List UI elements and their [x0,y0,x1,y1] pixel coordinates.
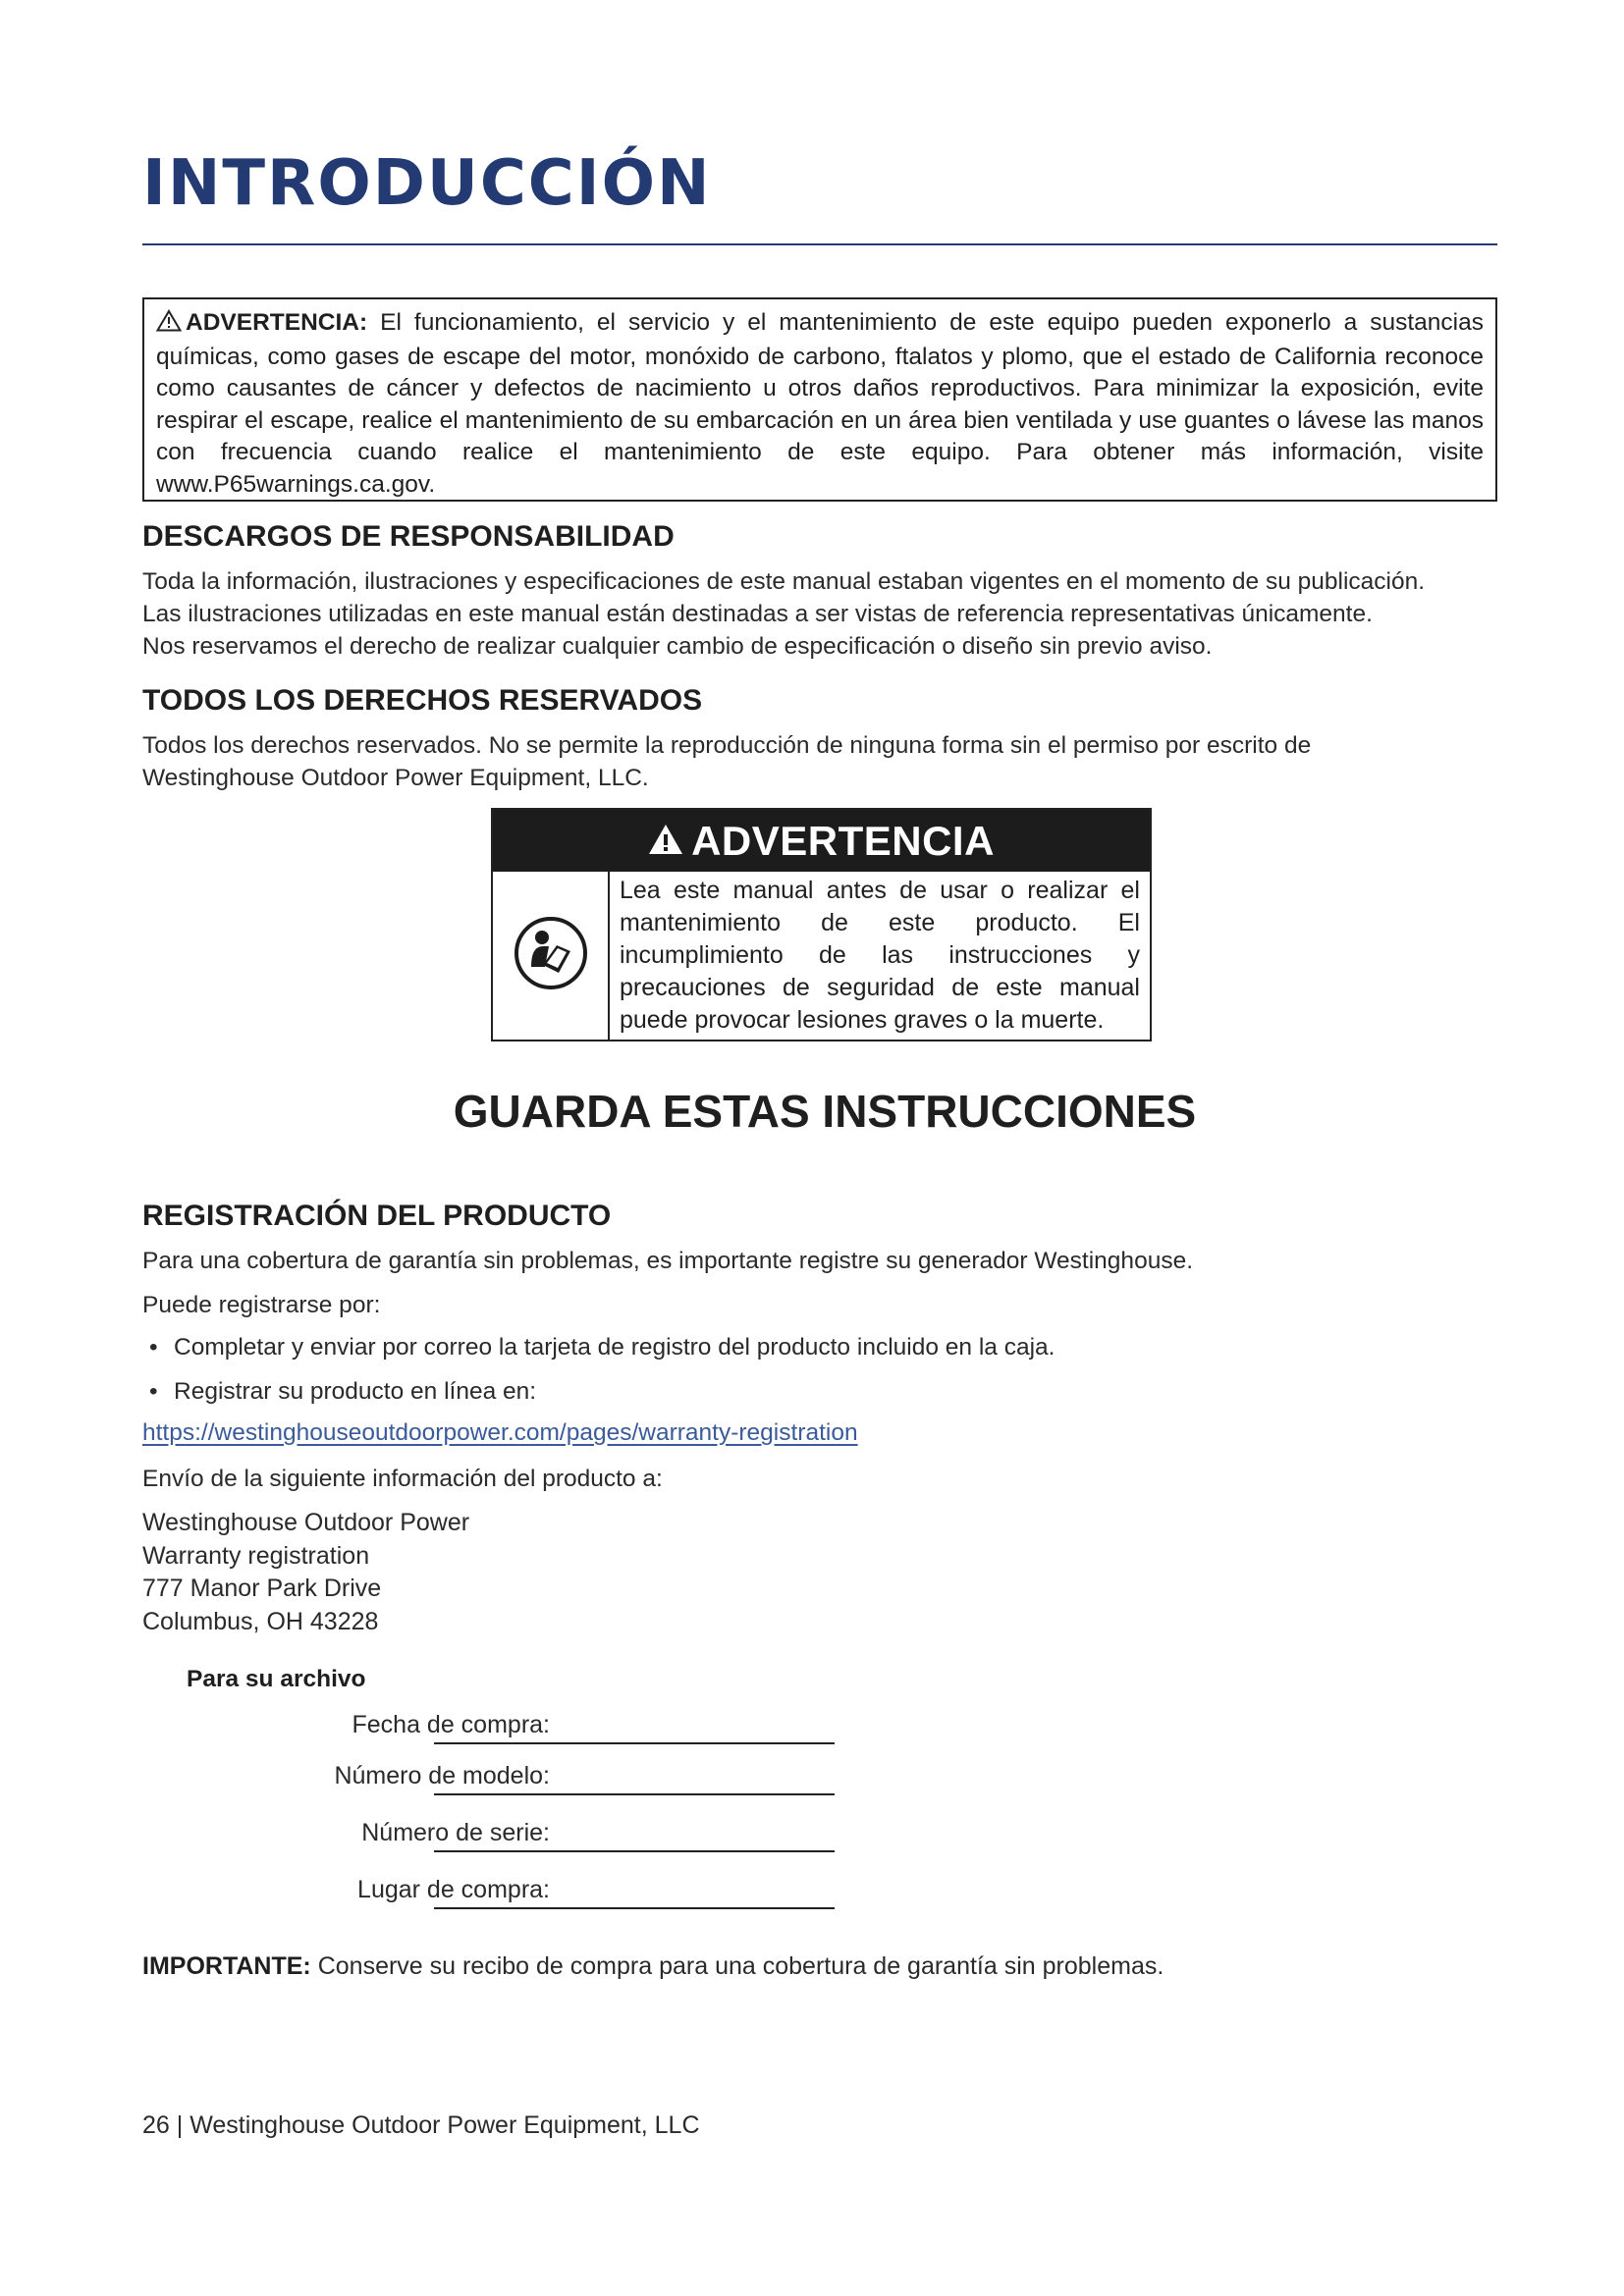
footer-separator: | [176,2111,184,2139]
list-item: • Completar y enviar por correo la tarjeta de registro del producto incluido en la caja. [149,1334,1056,1361]
disclaimer-line: Toda la información, ilustraciones y especificaciones de este manual estaban vigentes en el momento de su publicación. [142,568,1426,595]
important-label: IMPORTANTE: [142,1952,311,1980]
read-manual-icon [514,916,588,995]
blank-line [434,1850,835,1852]
prop65-warning-box [142,297,1497,502]
address-line: Warranty registration [142,1541,370,1570]
page-number: 26 [142,2111,170,2139]
prop65-text: El funcionamiento, el servicio y el mantenimiento de este equipo pueden exponerlo a sustancias químicas, como gases de escape del motor, monóxido de carbono, ftalatos y plomo, que el estado de California reconoce como causantes de cáncer y defectos de nacimiento u otros daños reproductivos. Para minimizar la exposición, evite respirar el escape, realice el mantenimiento de su embarcación en un área bien ventilada y use guantes o lávese las manos con frecuencia cuando realice el mantenimiento de este equipo. Para obtener más información, visite www.P65warnings.ca.gov. [156,309,1484,498]
disclaimer-line: Nos reservamos el derecho de realizar cualquier cambio de especificación o diseño sin previo aviso. [142,633,1213,660]
warning-text: Lea este manual antes de usar o realizar el mantenimiento de este producto. El incumplimiento de las instrucciones y precauciones de seguridad de este manual puede provocar lesiones graves o la muerte. [620,877,1140,1034]
field-label: Número de modelo: [334,1762,550,1789]
blank-line [434,1793,835,1795]
disclaimer-line: Las ilustraciones utilizadas en este manual están destinadas a ser vistas de referencia representativas únicamente. [142,601,1373,627]
registration-intro: Para una cobertura de garantía sin problemas, es importante registre su generador Westinghouse. [142,1248,1193,1274]
field-label: Lugar de compra: [357,1876,550,1903]
field-label: Número de serie: [361,1819,550,1846]
address-line: Westinghouse Outdoor Power [142,1509,470,1536]
rights-line: Westinghouse Outdoor Power Equipment, LLC. [142,765,649,791]
warning-header [493,810,1150,872]
warning-triangle-icon [648,818,683,865]
blank-line [434,1742,835,1744]
warning-header-label: ADVERTENCIA [691,817,995,864]
address-line: Columbus, OH 43228 [142,1607,379,1635]
page-footer [142,2111,700,2140]
prop65-label: ADVERTENCIA: [186,309,368,336]
page-title: INTRODUCCIÓN [142,147,712,220]
title-divider [142,243,1497,245]
warning-icon-cell [493,872,610,1040]
blank-line [434,1907,835,1909]
field-label: Fecha de compra: [352,1711,550,1738]
purchase-place-field[interactable] [128,1876,835,1915]
warning-triangle-icon [156,309,182,342]
serial-number-field[interactable] [128,1819,835,1858]
save-instructions-heading: GUARDA ESTAS INSTRUCCIONES [453,1086,1197,1137]
list-item: • Registrar su producto en línea en: [149,1378,537,1405]
address-line: 777 Manor Park Drive [142,1575,382,1602]
model-number-field[interactable] [128,1762,835,1801]
important-text: Conserve su recibo de compra para una cobertura de garantía sin problemas. [317,1952,1164,1980]
mailing-address [142,1507,469,1638]
send-info-text: Envío de la siguiente información del producto a: [142,1466,663,1492]
important-note [142,1952,1164,1981]
rights-heading: TODOS LOS DERECHOS RESERVADOS [142,684,703,717]
footer-company: Westinghouse Outdoor Power Equipment, LLC [189,2111,700,2139]
purchase-date-field[interactable] [128,1711,835,1750]
registration-options: Puede registrarse por: [142,1292,381,1318]
records-heading: Para su archivo [187,1666,366,1692]
rights-line: Todos los derechos reservados. No se permite la reproducción de ninguna forma sin el permiso por escrito de [142,732,1312,759]
disclaimer-heading: DESCARGOS DE RESPONSABILIDAD [142,520,675,553]
warranty-registration-link[interactable]: https://westinghouseoutdoorpower.com/pages/warranty-registration [142,1419,858,1446]
registration-heading: REGISTRACIÓN DEL PRODUCTO [142,1200,612,1232]
read-manual-warning-box [491,808,1152,1041]
